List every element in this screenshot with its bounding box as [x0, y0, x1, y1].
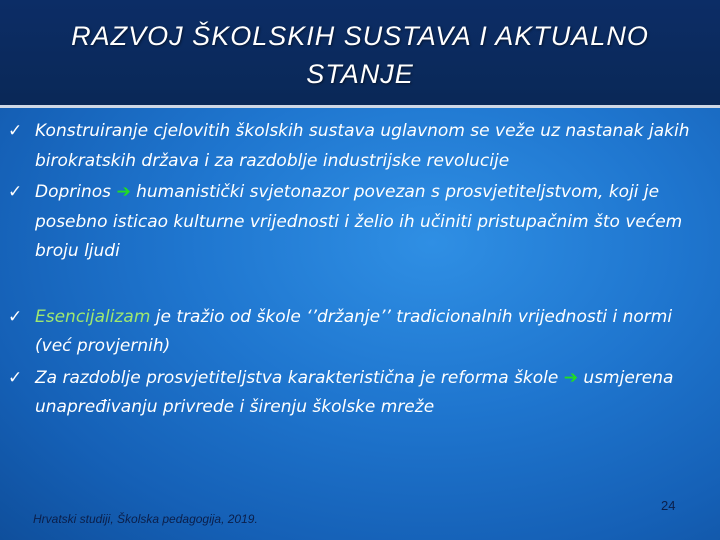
checkmark-icon: ✓	[8, 121, 23, 141]
bullet-item	[6, 303, 706, 362]
footer-text: Hrvatski studiji, Školska pedagogija, 2019.	[33, 512, 258, 526]
bullet-item	[6, 178, 706, 267]
arrow-icon: ➔	[563, 367, 579, 388]
bullet-text: Doprinos	[35, 182, 112, 202]
arrow-icon: ➔	[116, 182, 131, 202]
bullet-list	[6, 117, 706, 423]
page-number: 24	[661, 498, 676, 513]
checkmark-icon: ✓	[8, 367, 23, 388]
highlighted-term: Esencijalizam	[35, 306, 151, 327]
bullet-text: usmjerena unapređivanju privrede i širenju školske mreže	[35, 367, 674, 417]
title-line-1: RAZVOJ ŠKOLSKIH SUSTAVA I AKTUALNO	[71, 21, 649, 51]
bullet-text: Konstruiranje cjelovitih školskih sustava uglavnom se veže uz nastanak jakih birokratskih država i za razdoblje industrijske revolucije	[35, 121, 690, 171]
bullet-text: je tražio od škole ‘’držanje’’ tradicionalnih vrijednosti i normi (već provjernih)	[35, 306, 673, 356]
bullet-item	[6, 117, 706, 176]
checkmark-icon: ✓	[8, 182, 23, 202]
title-line-2: STANJE	[306, 59, 414, 89]
checkmark-icon: ✓	[8, 306, 23, 327]
bullet-text: humanistički svjetonazor povezan s prosvjetiteljstvom, koji je posebno isticao kulturne vrijednosti i želio ih učiniti pristupačnim što većem broju ljudi	[35, 182, 683, 261]
bullet-text: Za razdoblje prosvjetiteljstva karakteristična je reforma škole	[35, 367, 559, 388]
slide-title	[0, 17, 720, 93]
title-bar	[0, 0, 720, 108]
bullet-item	[6, 364, 706, 423]
